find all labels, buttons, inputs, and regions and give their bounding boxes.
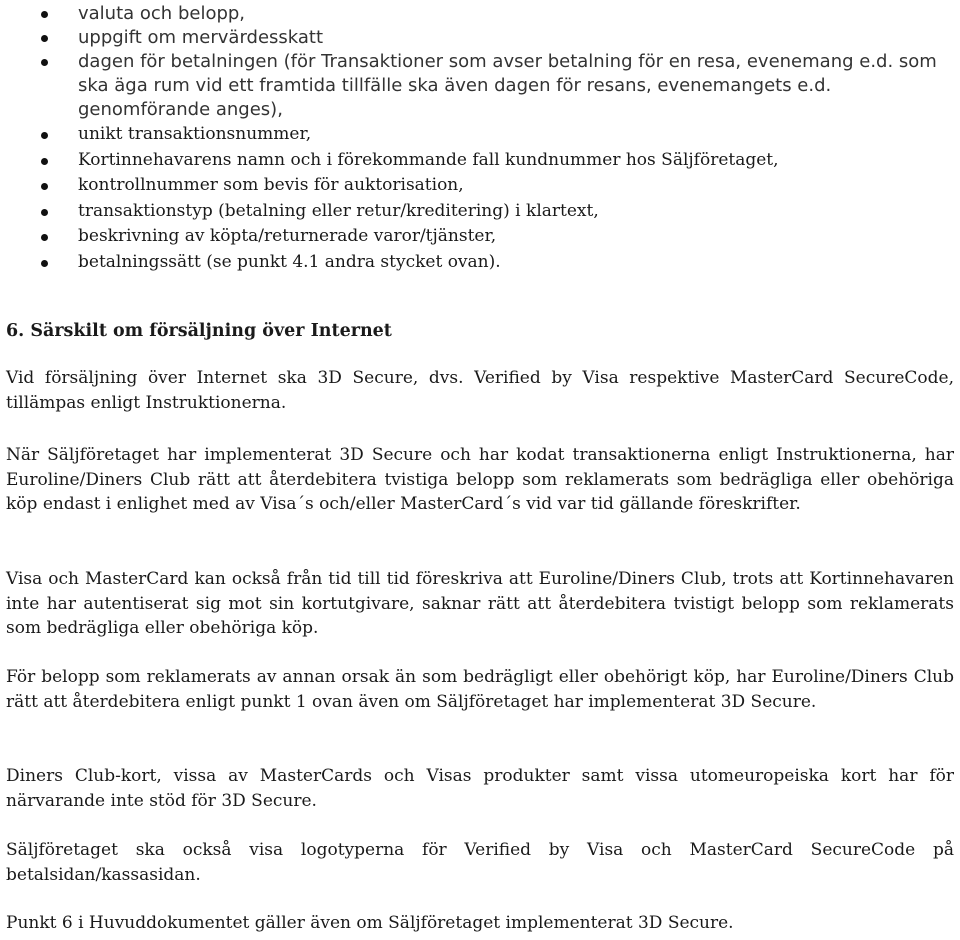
list-item-text: Kortinnehavarens namn och i förekommande fall kundnummer hos Säljföretaget, bbox=[78, 149, 779, 170]
list-item-text: uppgift om mervärdesskatt bbox=[78, 27, 324, 48]
list-item bbox=[0, 224, 960, 250]
paragraph-chargeback-rules: När Säljföretaget har implementerat 3D Secure och har kodat transaktionerna enligt Instruktionerna, har Euroline/Diners Club rätt att återdebitera tvistiga belopp som reklamerats som bedrägliga eller obehöriga köp endast i enlighet med av Visa´s och/eller MasterCard´s vid var tid gällande föreskrifter. bbox=[6, 445, 954, 514]
list-item-text: dagen för betalningen (för Transaktioner som avser betalning för en resa, evenemang e.d. som ska äga rum vid ett framtida tillfälle ska även dagen för resans, evenemangets e.d. genomförande anges), bbox=[78, 51, 937, 120]
list-item bbox=[0, 122, 960, 148]
list-item-text: betalningssätt (se punkt 4.1 andra stycket ovan). bbox=[78, 251, 501, 272]
paragraph-unsupported-cards: Diners Club-kort, vissa av MasterCards och Visas produkter samt vissa utomeuropeiska kort har för närvarande inte stöd för 3D Secure. bbox=[6, 766, 954, 811]
list-item bbox=[0, 50, 960, 122]
bullet-dot-icon bbox=[41, 11, 48, 18]
paragraph-logotypes: Säljföretaget ska också visa logotyperna för Verified by Visa och MasterCard SecureCode på betalsidan/kassasidan. bbox=[6, 840, 954, 885]
list-item bbox=[0, 173, 960, 199]
list-item-text: valuta och belopp, bbox=[78, 3, 246, 24]
bullet-dot-icon bbox=[41, 59, 48, 66]
list-item bbox=[0, 2, 960, 26]
bullet-list-receipt-fields bbox=[0, 122, 960, 275]
paragraph-main-document-reference: Punkt 6 i Huvuddokumentet gäller även om Säljföretaget implementerat 3D Secure. bbox=[6, 913, 734, 933]
paragraph-visa-mastercard-rules: Visa och MasterCard kan också från tid till tid föreskriva att Euroline/Diners Club, trots att Kortinnehavaren inte har autentiserat sig mot sin kortutgivare, saknar rätt att återdebitera tvistigt belopp som reklamerats som bedrägliga eller obehöriga köp. bbox=[6, 569, 954, 638]
paragraph-3d-secure-requirement: Vid försäljning över Internet ska 3D Secure, dvs. Verified by Visa respektive MasterCard SecureCode, tillämpas enligt Instruktionerna. bbox=[6, 368, 954, 413]
bullet-dot-icon bbox=[41, 209, 48, 216]
bullet-dot-icon bbox=[41, 183, 48, 190]
list-item bbox=[0, 250, 960, 276]
paragraph-other-claims: För belopp som reklamerats av annan orsak än som bedrägligt eller obehörigt köp, har Euroline/Diners Club rätt att återdebitera enligt punkt 1 ovan även om Säljföretaget har implementerat 3D Secure. bbox=[6, 667, 954, 712]
list-item bbox=[0, 148, 960, 174]
bullet-dot-icon bbox=[41, 35, 48, 42]
bullet-dot-icon bbox=[41, 132, 48, 139]
bullet-dot-icon bbox=[41, 234, 48, 241]
section-heading: 6. Särskilt om försäljning över Internet bbox=[6, 321, 392, 341]
bullet-list-transaction-details bbox=[0, 2, 960, 122]
list-item bbox=[0, 199, 960, 225]
list-item bbox=[0, 26, 960, 50]
list-item-text: beskrivning av köpta/returnerade varor/tjänster, bbox=[78, 226, 497, 246]
list-item-text: unikt transaktionsnummer, bbox=[78, 124, 312, 144]
list-item-text: transaktionstyp (betalning eller retur/kreditering) i klartext, bbox=[78, 200, 599, 221]
bullet-dot-icon bbox=[41, 260, 48, 267]
list-item-text: kontrollnummer som bevis för auktorisation, bbox=[78, 175, 464, 195]
bullet-dot-icon bbox=[41, 158, 48, 165]
